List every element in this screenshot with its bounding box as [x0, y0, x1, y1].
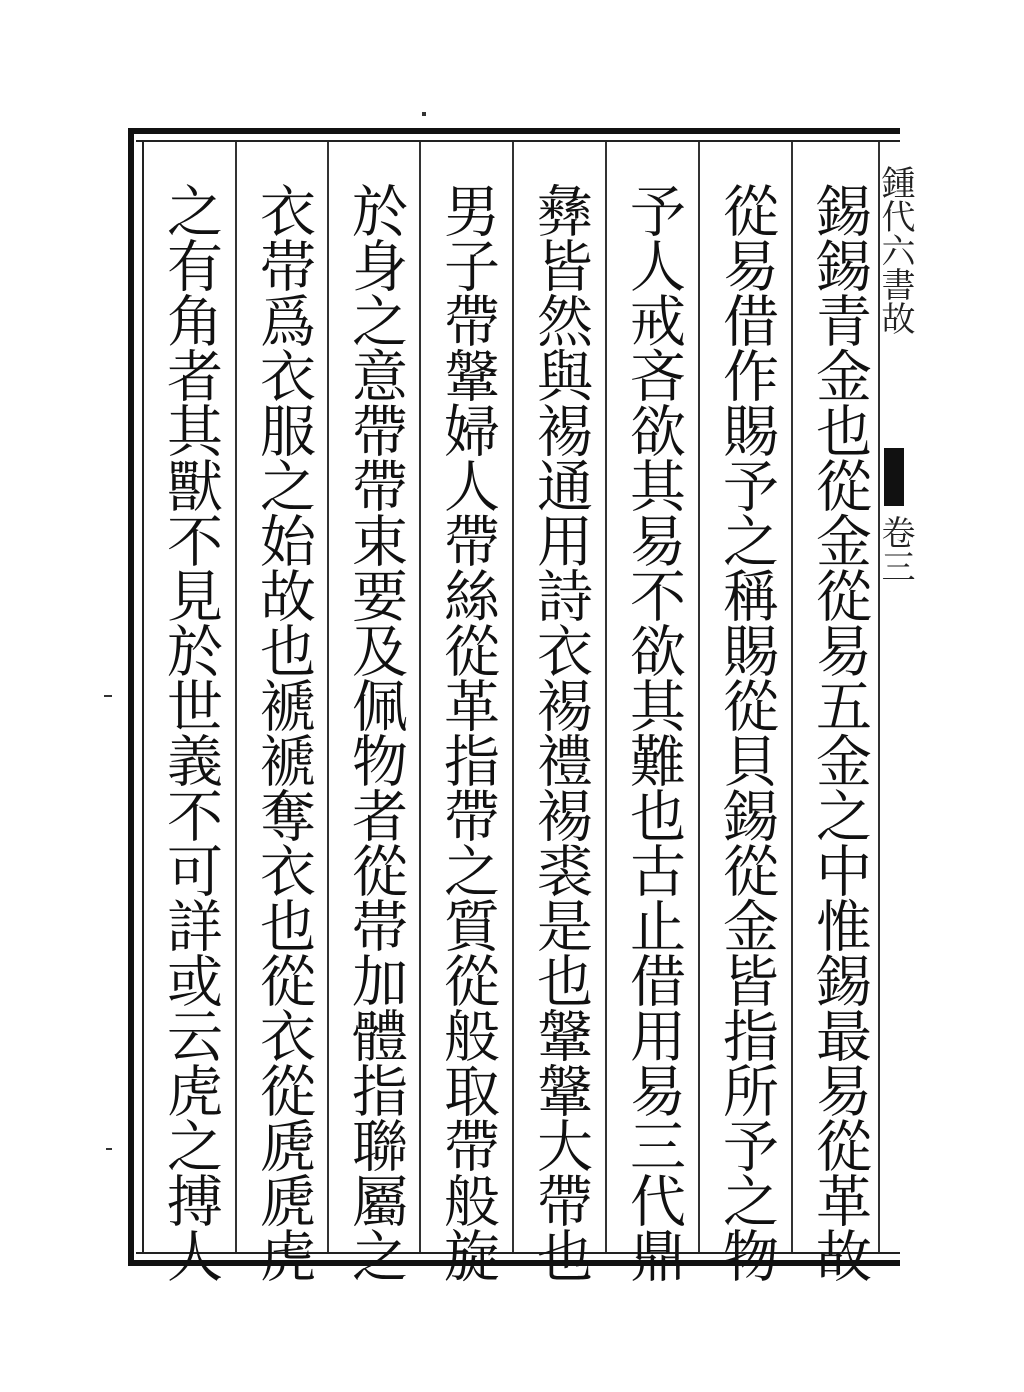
- margin-title: 鍾代六書故: [875, 165, 915, 335]
- margin-strip: [875, 145, 915, 1250]
- fishtail-mark-icon: [884, 448, 904, 506]
- text-column-3: [608, 182, 698, 1282]
- text-column-4: [515, 182, 605, 1282]
- column-text: 於身之意帶帶束要及佩物者從帯加體指聯屬之: [343, 182, 408, 1282]
- text-column-7: [238, 182, 328, 1282]
- margin-volume-label: 卷三: [875, 515, 915, 583]
- text-column-1: [794, 182, 884, 1282]
- column-divider: [791, 142, 793, 1252]
- column-text: 錫錫青金也從金從易五金之中惟錫最易從革故: [807, 182, 872, 1282]
- column-text: 從易借作賜予之稱賜從貝錫從金皆指所予之物: [714, 182, 779, 1282]
- text-column-8: [145, 182, 235, 1282]
- column-text: 予人戒吝欲其易不欲其難也古止借用易三代鼎: [621, 182, 686, 1282]
- column-divider: [605, 142, 607, 1252]
- inner-rule-top: [136, 140, 900, 142]
- column-text: 男子帶鞶婦人帶絲從革指帶之質從般取帶般旋: [435, 182, 500, 1282]
- text-column-2: [701, 182, 791, 1282]
- column-divider: [698, 142, 700, 1252]
- text-column-6: [330, 182, 420, 1282]
- ink-speck: [106, 1148, 112, 1150]
- column-text: 彝皆然與裼通用詩衣裼禮裼裘是也鞶鞶大帶也: [528, 182, 593, 1282]
- text-column-5: [422, 182, 512, 1282]
- inner-rule-left: [142, 140, 144, 1252]
- column-divider: [512, 142, 514, 1252]
- column-text: 衣帯爲衣服之始故也褫褫奪衣也從衣從虒虒虎: [251, 182, 316, 1282]
- ink-speck: [422, 112, 426, 116]
- ink-speck: [104, 695, 112, 697]
- column-divider: [235, 142, 237, 1252]
- column-text: 之有角者其獸不見於世義不可詳或云虎之搏人: [158, 182, 223, 1282]
